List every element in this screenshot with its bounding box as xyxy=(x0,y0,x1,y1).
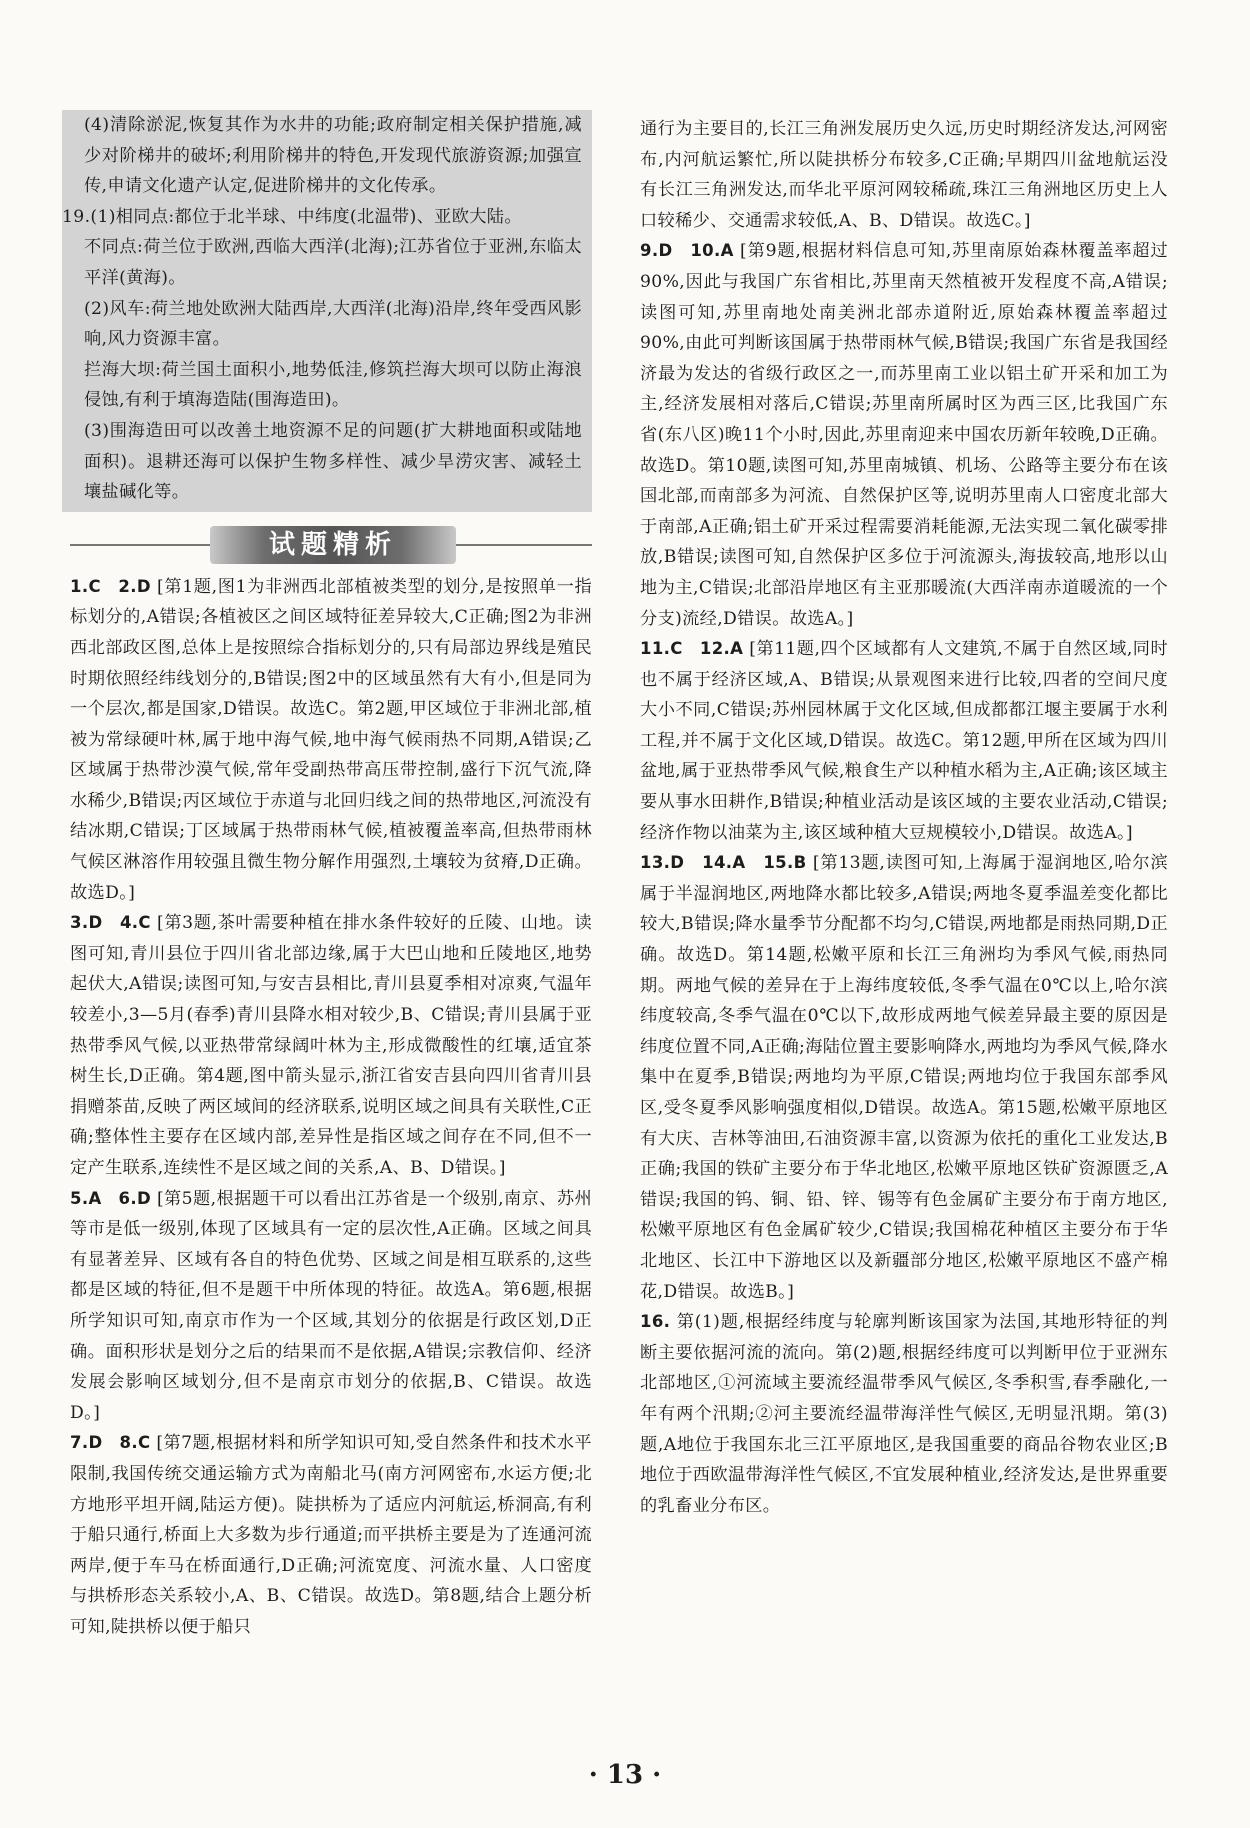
page-number: · 13 · xyxy=(588,1760,662,1790)
banner-divider-left xyxy=(70,544,210,546)
answer-number: 13.D 14.A 15.B xyxy=(640,853,807,873)
answer-number: 11.C 12.A xyxy=(640,639,744,659)
answer-item xyxy=(70,1428,592,1642)
answer-number: 7.D 8.C xyxy=(70,1433,151,1453)
answer-item xyxy=(640,848,1168,1307)
answer-explanation: [第7题,根据材料和所学知识可知,受自然条件和技术水平限制,我国传统交通运输方式为南船北马(南方河网密布,水运方便;北方地形平坦开阔,陆运方便)。陡拱桥为了适应内河航运,桥洞高,有利于船只通行,桥面上大多数为步行通道;而平拱桥主要是为了连通河流两岸,便于车马在桥面通行,D正确;河流宽度、河流水量、人口密度与拱桥形态关系较小,A、B、C错误。故选D。第8题,结合上题分析可知,陡拱桥以便于船只 xyxy=(70,1433,592,1637)
answer-explanation: [第1题,图1为非洲西北部植被类型的划分,是按照单一指标划分的,A错误;各植被区之间区域特征差异较大,C正确;图2为非洲西北部政区图,总体上是按照综合指标划分的,只有局部边界线是殖民时期依照经纬线划分的,B错误;图2中的区域虽然有大有小,但是同为一个层次,都是国家,D错误。故选C。第2题,甲区域位于非洲北部,植被为常绿硬叶林,属于地中海气候,地中海气候雨热不同期,A错误;乙区域属于热带沙漠气候,常年受副热带高压带控制,盛行下沉气流,降水稀少,B错误;丙区域位于赤道与北回归线之间的热带地区,河流没有结冰期,C错误;丁区域属于热带雨林气候,植被覆盖率高,但热带雨林气候区淋溶作用较强且微生物分解作用强烈,土壤较为贫瘠,D正确。故选D。] xyxy=(70,576,592,903)
q19-number: 19. xyxy=(62,206,91,227)
answer-item xyxy=(640,1307,1168,1521)
q18-part4: (4)清除淤泥,恢复其作为水井的功能;政府制定相关保护措施,减少对阶梯井的破坏;利用阶梯井的特色,开发现代旅游资源;加强宣传,申请文化遗产认定,促进阶梯井的文化传承。 xyxy=(84,115,582,197)
answer-explanation: 第(1)题,根据经纬度与轮廓判断该国家为法国,其地形特征的判断主要依据河流的流向。第(2)题,根据经纬度可以判断甲位于亚洲东北部地区,①河流域主要流经温带季风气候区,冬季积雪,春季融化,一年有两个汛期;②河主要流经温带海洋性气候区,无明显汛期。第(3)题,A地位于我国东北三江平原地区,是我国重要的商品谷物农业区;B地位于西欧温带海洋性气候区,不宜发展种植业,经济发达,是世界重要的乳畜业分布区。 xyxy=(640,1312,1168,1516)
answer-explanation: [第3题,茶叶需要种植在排水条件较好的丘陵、山地。读图可知,青川县位于四川省北部边缘,属于大巴山地和丘陵地区,地势起伏大,A错误;读图可知,与安吉县相比,青川县夏季相对凉爽,气温年较差小,3—5月(春季)青川县降水相对较少,B、C错误;青川县属于亚热带季风气候,以亚热带常绿阔叶林为主,形成微酸性的红壤,适宜茶树生长,D正确。第4题,图中箭头显示,浙江省安吉县向四川省青川县捐赠茶苗,反映了两区域间的经济联系,说明区域之间具有关联性,C正确;整体性主要存在区域内部,差异性是指区域之间存在不同,但不一定产生联系,连续性不是区域之间的关系,A、B、D错误。] xyxy=(70,913,592,1178)
banner-divider-right xyxy=(456,544,592,546)
answer-explanation: [第9题,根据材料信息可知,苏里南原始森林覆盖率超过90%,因此与我国广东省相比,苏里南天然植被开发程度不高,A错误;读图可知,苏里南地处南美洲北部赤道附近,原始森林覆盖率超过90%,由此可判断该国属于热带雨林气候,B错误;我国广东省是我国经济最为发达的省级行政区之一,而苏里南工业以铝土矿开采和加工为主,经济发展相对落后,C错误;苏里南所属时区为西三区,比我国广东省(东八区)晚11个小时,因此,苏里南迎来中国农历新年较晚,D正确。故选D。第10题,读图可知,苏里南城镇、机场、公路等主要分布在该国北部,而南部多为河流、自然保护区等,说明苏里南人口密度北部大于南部,A正确;铝土矿开采过程需要消耗能源,无法实现二氧化碳零排放,B错误;读图可知,自然保护区多位于河流源头,海拔较高,地形以山地为主,C错误;北部沿岸地区有主亚那暖流(大西洋南赤道暖流的一个分支)流经,D错误。故选A。] xyxy=(640,241,1168,629)
answer-number: 5.A 6.D xyxy=(70,1188,152,1208)
q19-part1a xyxy=(62,202,582,233)
answer-number: 1.C 2.D xyxy=(70,576,151,596)
answer-number: 3.D 4.C xyxy=(70,913,151,933)
section-title: 试题精析 xyxy=(210,526,456,564)
q19-part2a: (2)风车:荷兰地处欧洲大陆西岸,大西洋(北海)沿岸,终年受西风影响,风力资源丰富。 xyxy=(84,298,582,350)
answer-item xyxy=(640,634,1168,848)
answer-item xyxy=(640,236,1168,634)
section-banner xyxy=(70,526,592,564)
answer-number: 9.D 10.A xyxy=(640,241,734,261)
q19-part1a-text: (1)相同点:都位于北半球、中纬度(北温带)、亚欧大陆。 xyxy=(90,206,522,227)
answer-explanation: [第5题,根据题干可以看出江苏省是一个级别,南京、苏州等市是低一级别,体现了区域具有一定的层次性,A正确。区域之间具有显著差异、区域有各自的特色优势、区域之间是相互联系的,这些都是区域的特征,但不是题干中所体现的特征。故选A。第6题,根据所学知识可知,南京市作为一个区域,其划分的依据是行政区划,D正确。面积形状是划分之后的结果而不是依据,A错误;宗教信仰、经济发展会影响区域划分,但不是南京市划分的依据,B、C错误。故选D。] xyxy=(70,1188,592,1423)
shaded-answer-box xyxy=(62,110,592,512)
answer-item-continued xyxy=(640,114,1168,236)
answer-explanation: [第13题,读图可知,上海属于湿润地区,哈尔滨属于半湿润地区,两地降水都比较多,A错误;两地冬夏季温差变化都比较大,B错误;降水量季节分配都不均匀,C错误,两地都是雨热同期,D正确。故选D。第14题,松嫩平原和长江三角洲均为季风气候,雨热同期。两地气候的差异在于上海纬度较低,冬季气温在0℃以上,哈尔滨纬度较高,冬季气温在0℃以下,故形成两地气候差异最主要的原因是纬度位置不同,A正确;海陆位置主要影响降水,两地均为季风气候,降水集中在夏季,B错误;两地均为平原,C错误;两地均位于我国东部季风区,受冬夏季风影响强度相似,D错误。故选A。第15题,松嫩平原地区有大庆、吉林等油田,石油资源丰富,以资源为依托的重化工业发达,B正确;我国的铁矿主要分布于华北地区,松嫩平原地区铁矿资源匮乏,A错误;我国的钨、铜、铅、锌、锡等有色金属矿主要分布于南方地区,松嫩平原地区有色金属矿较少,C错误;我国棉花种植区主要分布于华北地区、长江中下游地区以及新疆部分地区,松嫩平原地区不盛产棉花,D错误。故选B。] xyxy=(640,853,1168,1302)
answer-number: 16. xyxy=(640,1312,671,1332)
right-column xyxy=(640,114,1168,1521)
q19-part2b: 拦海大坝:荷兰国土面积小,地势低洼,修筑拦海大坝可以防止海浪侵蚀,有利于填海造陆(围海造田)。 xyxy=(84,359,582,411)
answer-item xyxy=(70,1184,592,1429)
q19-part1b: 不同点:荷兰位于欧洲,西临大西洋(北海);江苏省位于亚洲,东临太平洋(黄海)。 xyxy=(84,237,582,288)
answer-explanation: 通行为主要目的,长江三角洲发展历史久远,历史时期经济发达,河网密布,内河航运繁忙,所以陡拱桥分布较多,C正确;早期四川盆地航运没有长江三角洲发达,而华北平原河网较稀疏,珠江三角洲地区历史上人口较稀少、交通需求较低,A、B、D错误。故选C。] xyxy=(640,119,1168,231)
left-column xyxy=(62,110,592,1643)
answer-item xyxy=(70,908,592,1183)
answer-item xyxy=(70,572,592,909)
answer-explanation: [第11题,四个区域都有人文建筑,不属于自然区域,同时也不属于经济区域,A、B错误;从景观图来进行比较,四者的空间尺度大小不同,C错误;苏州园林属于文化区域,但成都都江堰主要属于水利工程,并不属于文化区域,D错误。故选C。第12题,甲所在区域为四川盆地,属于亚热带季风气候,粮食生产以种植水稻为主,A正确;该区域主要从事水田耕作,B错误;种植业活动是该区域的主要农业活动,C错误;经济作物以油菜为主,该区域种植大豆规模较小,D错误。故选A。] xyxy=(640,639,1168,843)
q19-part3: (3)围海造田可以改善土地资源不足的问题(扩大耕地面积或陆地面积)。退耕还海可以保护生物多样性、减少旱涝灾害、减轻土壤盐碱化等。 xyxy=(84,420,582,503)
